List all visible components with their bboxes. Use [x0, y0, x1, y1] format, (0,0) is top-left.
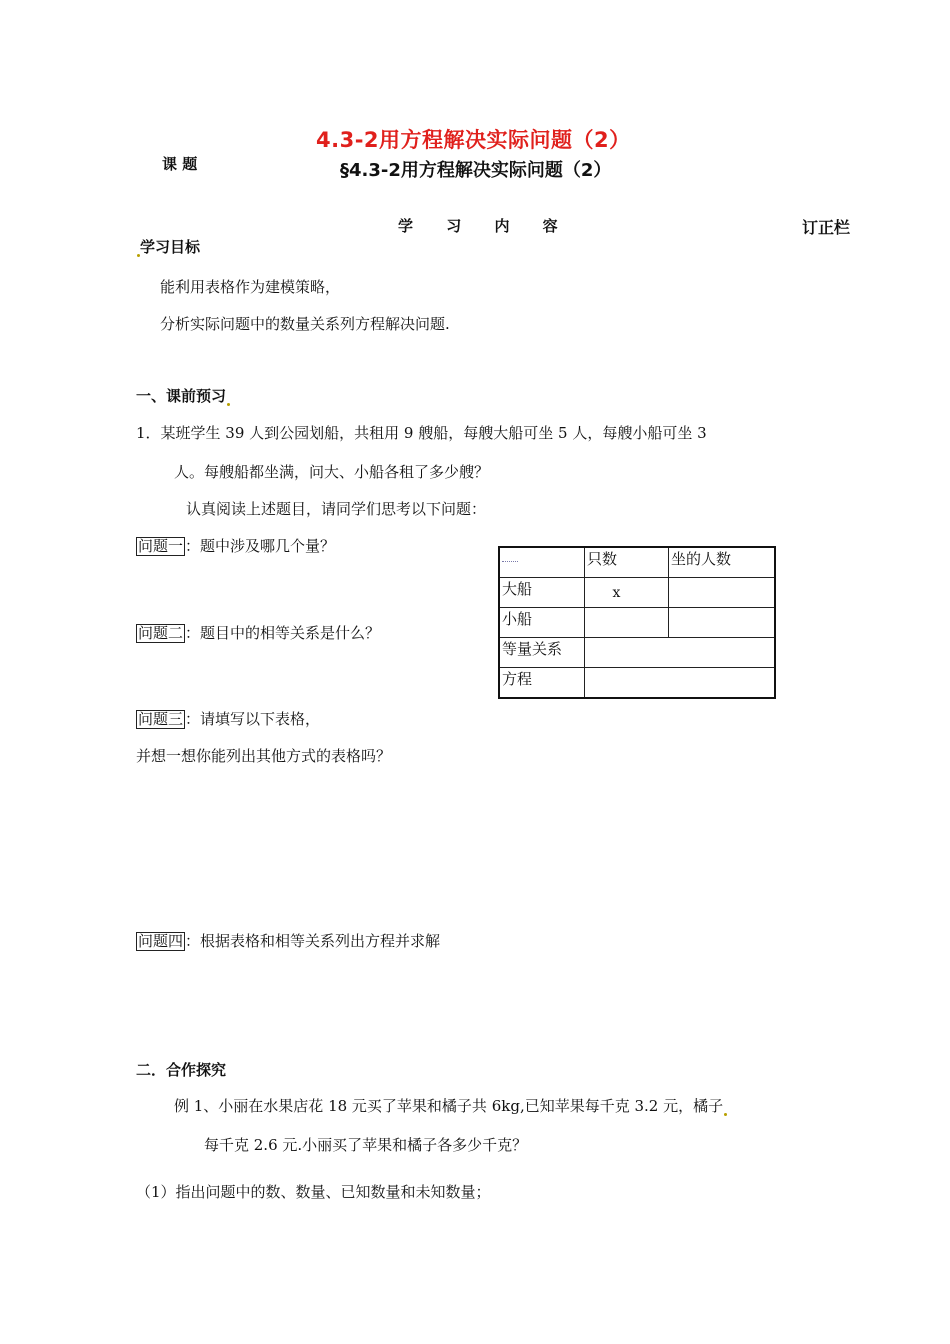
question-1-text: ：题中涉及哪几个量？ [185, 537, 336, 555]
table-corner-cell [499, 547, 585, 578]
table-row-label: 大船 [499, 578, 585, 608]
task-1: （1）指出问题中的数、数量、已知数量和未知数量； [136, 1183, 491, 1201]
question-2-text: ：题目中的相等关系是什么？ [185, 624, 381, 642]
preview-heading-text: 一、课前预习 [136, 387, 227, 405]
table-row [499, 578, 775, 608]
question-1 [136, 535, 335, 556]
question-2-label: 问题二 [138, 624, 184, 642]
topic-label: 课 题 [162, 155, 198, 173]
table-cell-count: x [585, 578, 669, 608]
marker-dot [227, 403, 230, 406]
question-4-text: ：根据表格和相等关系列出方程并求解 [185, 932, 441, 950]
table-row [499, 608, 775, 638]
content-heading: 学 习 内 容 [398, 217, 572, 235]
marker-dot [724, 1113, 727, 1116]
table-cell-equal-relation [585, 638, 776, 668]
question-3-line-2: 并想一想你能列出其他方式的表格吗？ [136, 747, 392, 765]
example-line-1-text: 例 1、小丽在水果店花 18 元买了苹果和橘子共 6kg,已知苹果每千克 3.2 元，橘子 [174, 1097, 724, 1115]
table-header-row [499, 547, 775, 578]
document-title: 4.3-2用方程解决实际问题（2） [316, 128, 631, 152]
question-1-label: 问题一 [138, 537, 184, 555]
table-row-label: 方程 [499, 668, 585, 699]
table-row-label: 等量关系 [499, 638, 585, 668]
objectives-heading [136, 236, 200, 257]
objectives-heading-text: 学习目标 [140, 238, 201, 256]
table-cell-equation [585, 668, 776, 699]
table-cell-people [669, 608, 776, 638]
table-row [499, 668, 775, 699]
table-row-label: 小船 [499, 608, 585, 638]
example-line-2: 每千克 2.6 元.小丽买了苹果和橘子各多少千克？ [204, 1136, 528, 1154]
problem-line-2: 人。每艘船都坐满，问大、小船各租了多少艘？ [174, 463, 490, 481]
question-4 [136, 930, 440, 951]
question-3-label: 问题三 [138, 710, 184, 728]
example-line-1 [174, 1095, 727, 1116]
preview-heading [136, 385, 230, 406]
objective-item-2: 分析实际问题中的数量关系列方程解决问题. [160, 315, 450, 333]
wave-mark [502, 557, 518, 562]
correction-column-heading: 订正栏 [802, 218, 851, 237]
cooperation-heading: 二．合作探究 [136, 1061, 227, 1079]
table-header-count: 只数 [585, 547, 669, 578]
question-3 [136, 708, 320, 729]
question-4-label: 问题四 [138, 932, 184, 950]
reading-prompt: 认真阅读上述题目，请同学们思考以下问题： [186, 500, 487, 518]
table-header-people: 坐的人数 [669, 547, 776, 578]
table-cell-people [669, 578, 776, 608]
boat-table [498, 546, 776, 699]
table-cell-count [585, 608, 669, 638]
problem-line-1: 1．某班学生 39 人到公园划船，共租用 9 艘船，每艘大船可坐 5 人，每艘小船可坐 3 [136, 424, 707, 442]
topic-value: §4.3-2用方程解决实际问题（2） [340, 160, 612, 181]
question-2 [136, 622, 380, 643]
table-row [499, 638, 775, 668]
question-3-text: ：请填写以下表格， [185, 710, 321, 728]
objective-item-1: 能利用表格作为建模策略， [160, 278, 341, 296]
